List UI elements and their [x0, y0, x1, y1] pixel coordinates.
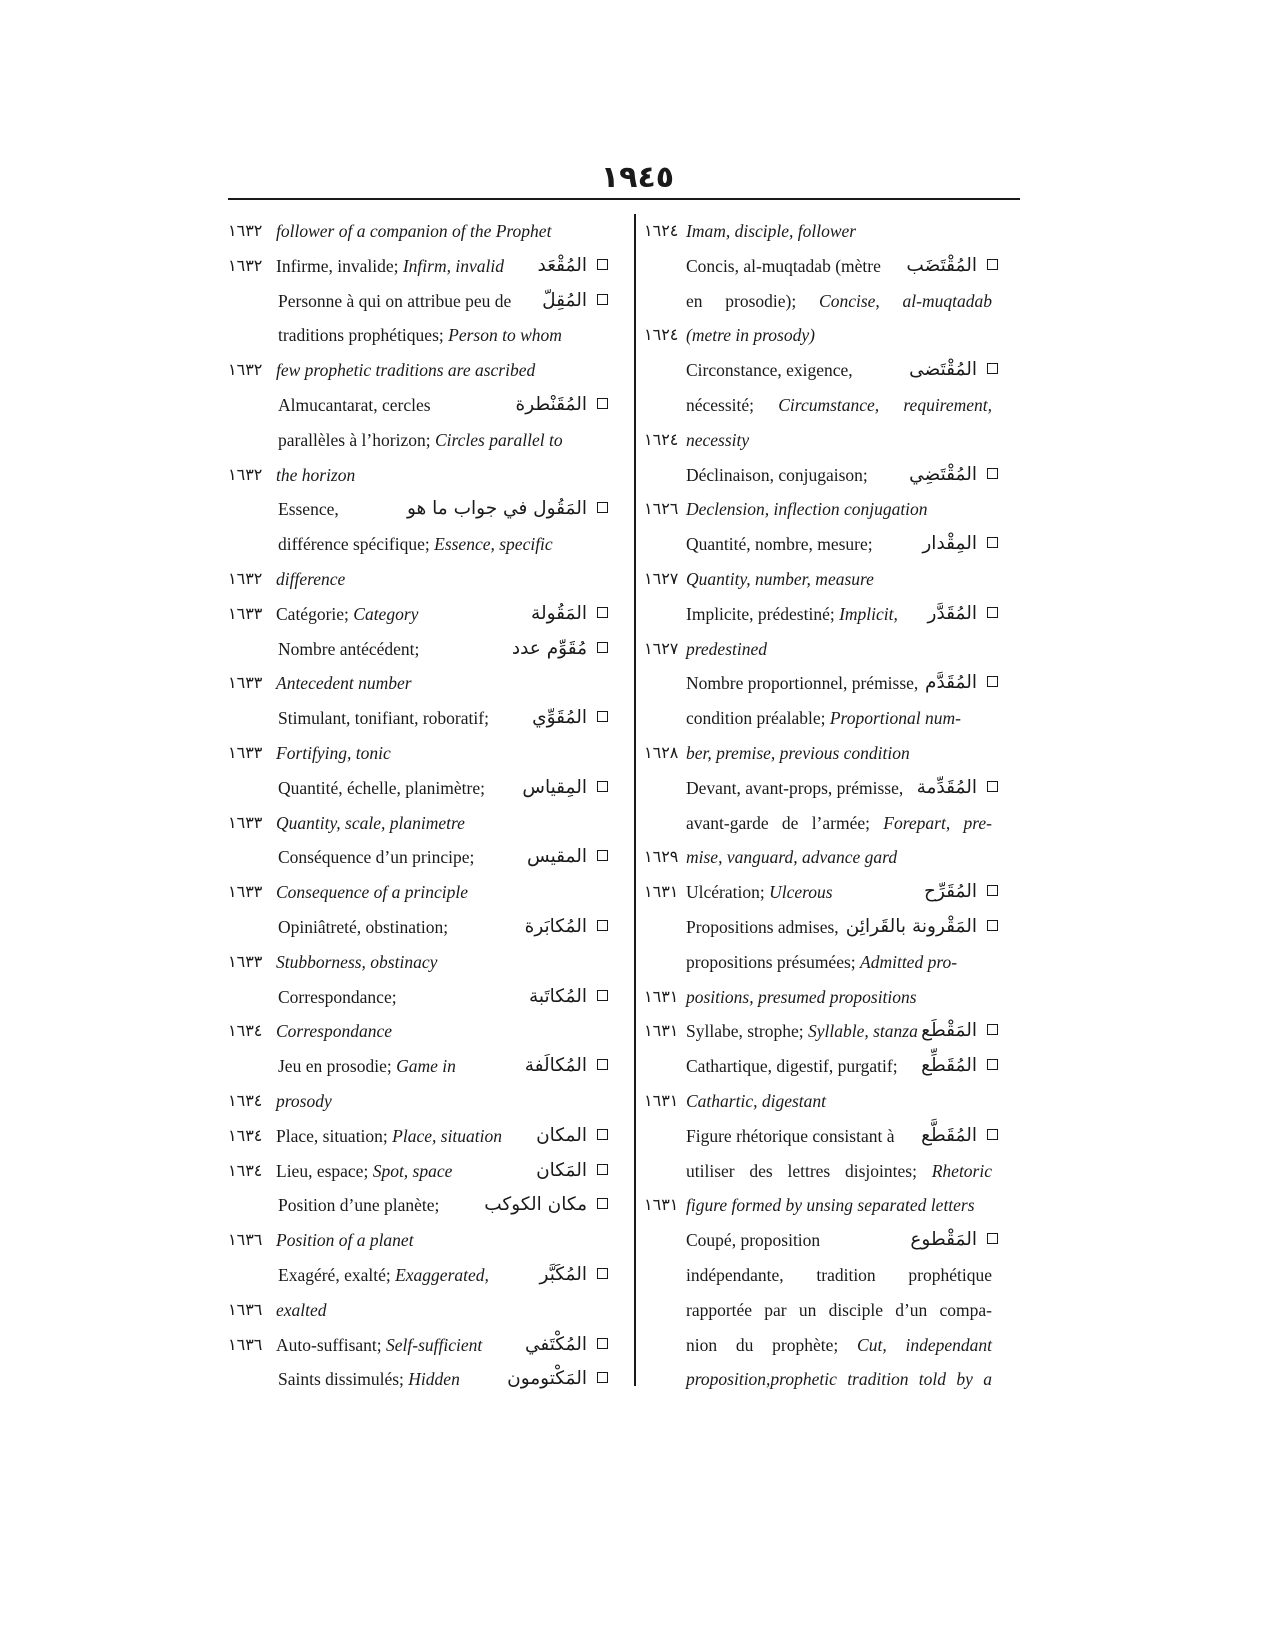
entry-line — [644, 214, 1028, 249]
arabic-headword — [507, 1362, 608, 1397]
reference-number: ١٦٣٤ — [228, 1021, 263, 1041]
entry-line — [228, 771, 626, 806]
entry-line — [644, 318, 1028, 353]
arabic-headword — [542, 284, 608, 319]
reference-number: ١٦٢٩ — [644, 847, 679, 867]
definition-text: Place, situation; Place, situation — [276, 1125, 503, 1146]
entry-line — [228, 980, 626, 1015]
entry-bullet-icon — [597, 1129, 608, 1140]
entry-bullet-icon — [597, 607, 608, 618]
reference-number: ١٦٢٧ — [644, 568, 679, 588]
reference-number: ١٦٣٦ — [228, 1299, 263, 1319]
entry-bullet-icon — [987, 676, 998, 687]
reference-number: ١٦٣٤ — [228, 1125, 263, 1145]
definition-text: Essence, — [278, 499, 339, 520]
entry-line — [644, 1084, 1028, 1119]
entry-line — [644, 597, 1028, 632]
reference-number: ١٦٣٦ — [228, 1230, 263, 1250]
definition-text: avant-garde de l’armée; Forepart, pre- — [686, 812, 992, 833]
definition-text: follower of a companion of the Prophet — [276, 221, 552, 241]
arabic-term: المُقِلّ — [542, 289, 587, 311]
reference-number: ١٦٣٣ — [228, 742, 263, 762]
arabic-term: المُقْتَضى — [909, 359, 977, 381]
arabic-headword — [922, 527, 998, 562]
entry-line — [228, 910, 626, 945]
definition-text: necessity — [686, 429, 750, 450]
arabic-term: المُقَدَّم — [925, 672, 977, 694]
definition-text: Jeu en prosodie; Game in — [278, 1056, 456, 1077]
entry-line — [644, 388, 1028, 423]
definition-text: predestined — [686, 638, 767, 659]
definition-text: Nombre proportionnel, prémisse, — [686, 673, 919, 694]
entry-line — [228, 840, 626, 875]
definition-text: Conséquence d’un principe; — [278, 847, 475, 868]
definition-text: Figure rhétorique consistant à — [686, 1125, 895, 1146]
arabic-term: المُقَرِّح — [924, 881, 977, 903]
definition-text: Opiniâtreté, obstination; — [278, 916, 449, 937]
arabic-headword — [512, 632, 608, 667]
definition-text: Infirme, invalide; Infirm, invalid — [276, 255, 504, 276]
entry-line — [644, 562, 1028, 597]
entry-bullet-icon — [597, 990, 608, 1001]
entry-line — [228, 492, 626, 527]
entry-bullet-icon — [597, 1198, 608, 1209]
arabic-headword — [522, 771, 608, 806]
definition-text: prosody — [276, 1090, 332, 1111]
arabic-headword — [525, 1049, 608, 1084]
definition-text: Correspondance; — [278, 986, 397, 1007]
definition-text: condition préalable; Proportional num- — [686, 708, 961, 729]
entry-line — [228, 1119, 626, 1154]
definition-text: positions, presumed propositions — [686, 986, 917, 1007]
arabic-term: المُقَطَّع — [921, 1124, 977, 1146]
entry-line — [644, 910, 1028, 945]
definition-text: Syllabe, strophe; Syllable, stanza — [686, 1021, 918, 1042]
arabic-headword — [906, 249, 998, 284]
entry-line — [644, 945, 1028, 980]
entry-line — [228, 284, 626, 319]
entry-line — [228, 527, 626, 562]
right-column — [644, 214, 1028, 1397]
entry-line — [228, 1223, 626, 1258]
entry-line — [228, 353, 626, 388]
arabic-term: المُكْتَفي — [524, 1333, 587, 1355]
definition-text: mise, vanguard, advance gard — [686, 847, 898, 868]
entry-line — [644, 1154, 1028, 1189]
reference-number: ١٦٣٢ — [228, 568, 263, 588]
definition-text: difference — [276, 568, 346, 589]
entry-bullet-icon — [987, 607, 998, 618]
arabic-headword — [525, 1328, 608, 1363]
entry-line — [644, 1188, 1028, 1223]
arabic-term: المُكالَفة — [524, 1055, 587, 1077]
arabic-headword — [921, 1014, 998, 1049]
definition-text: Quantity, scale, planimetre — [276, 812, 465, 833]
arabic-term: المُقْعَد — [537, 254, 587, 276]
definition-text: Fortifying, tonic — [276, 742, 391, 763]
arabic-term: المُكابَرة — [524, 915, 587, 937]
definition-text: Ulcération; Ulcerous — [686, 882, 833, 903]
arabic-headword — [484, 1188, 608, 1223]
entry-line — [644, 840, 1028, 875]
definition-text: Catégorie; Category — [276, 603, 419, 624]
entry-line — [228, 806, 626, 841]
definition-text: few prophetic traditions are ascribed — [276, 360, 536, 381]
entry-bullet-icon — [597, 259, 608, 270]
definition-text: nion du prophète; Cut, independant — [686, 1334, 992, 1355]
left-column — [228, 214, 626, 1397]
entry-line — [228, 1154, 626, 1189]
reference-number: ١٦٣١ — [644, 1195, 679, 1215]
entry-line — [644, 1328, 1028, 1363]
arabic-headword — [924, 875, 998, 910]
arabic-term: المُقْتَضِي — [909, 463, 977, 485]
reference-number: ١٦٣١ — [644, 882, 679, 902]
definition-text: Saints dissimulés; Hidden — [278, 1369, 460, 1390]
definition-text: Quantity, number, measure — [686, 568, 874, 589]
entry-line — [644, 458, 1028, 493]
arabic-term: المُقَطِّع — [921, 1055, 977, 1077]
entry-line — [228, 388, 626, 423]
entry-line — [228, 423, 626, 458]
arabic-term: المَقُولة — [531, 602, 587, 624]
header-rule — [228, 198, 1020, 200]
entry-line — [228, 318, 626, 353]
arabic-term: المُقَنْطرة — [515, 393, 587, 415]
definition-text: traditions prophétiques; Person to whom — [278, 325, 562, 346]
entry-line — [644, 353, 1028, 388]
entry-bullet-icon — [597, 502, 608, 513]
entry-bullet-icon — [987, 1024, 998, 1035]
reference-number: ١٦٢٧ — [644, 638, 679, 658]
arabic-headword — [407, 492, 608, 527]
entry-line — [644, 492, 1028, 527]
entry-line — [228, 945, 626, 980]
definition-text: Stimulant, tonifiant, roboratif; — [278, 708, 489, 729]
entry-line — [644, 1258, 1028, 1293]
entry-bullet-icon — [597, 398, 608, 409]
reference-number: ١٦٣٣ — [228, 882, 263, 902]
definition-text: Cathartic, digestant — [686, 1090, 826, 1111]
arabic-headword — [928, 597, 998, 632]
arabic-headword — [525, 910, 608, 945]
reference-number: ١٦٢٤ — [644, 325, 679, 345]
arabic-term: المَقْرونة بالقَرائِن — [845, 915, 977, 937]
definition-text: Nombre antécédent; — [278, 638, 420, 659]
reference-number: ١٦٢٤ — [644, 221, 679, 240]
definition-text: différence spécifique; Essence, specific — [278, 534, 553, 555]
entry-bullet-icon — [987, 781, 998, 792]
reference-number: ١٦٢٤ — [644, 429, 679, 449]
entry-line — [644, 284, 1028, 319]
definition-text: Antecedent number — [276, 673, 412, 694]
arabic-term: مكان الكوكب — [484, 1194, 587, 1216]
entry-line — [644, 701, 1028, 736]
entry-line — [228, 562, 626, 597]
reference-number: ١٦٣٦ — [228, 1334, 263, 1354]
entry-line — [644, 666, 1028, 701]
arabic-headword — [846, 910, 998, 945]
definition-text: Circonstance, exigence, — [686, 360, 853, 381]
reference-number: ١٦٣١ — [644, 986, 679, 1006]
definition-text: the horizon — [276, 464, 356, 485]
arabic-headword — [532, 701, 608, 736]
arabic-headword — [909, 353, 998, 388]
entry-line — [644, 1049, 1028, 1084]
arabic-headword — [921, 1049, 998, 1084]
entry-line — [228, 597, 626, 632]
entry-line — [228, 1328, 626, 1363]
arabic-term: المِقياس — [522, 776, 587, 798]
definition-text: Personne à qui on attribue peu de — [278, 290, 512, 311]
definition-text: Quantité, nombre, mesure; — [686, 534, 873, 555]
arabic-term: المقيس — [527, 846, 587, 868]
arabic-headword — [540, 1258, 608, 1293]
reference-number: ١٦٣٢ — [228, 221, 263, 240]
definition-text: Déclinaison, conjugaison; — [686, 464, 868, 485]
arabic-term: المُقَدَّر — [927, 602, 977, 624]
arabic-term: المُكَبَّر — [539, 1263, 587, 1285]
entry-bullet-icon — [987, 885, 998, 896]
definition-text: parallèles à l’horizon; Circles parallel to — [278, 429, 563, 450]
definition-text: Implicite, prédestiné; Implicit, — [686, 603, 898, 624]
arabic-headword — [529, 980, 608, 1015]
entry-bullet-icon — [987, 537, 998, 548]
entry-line — [228, 1258, 626, 1293]
reference-number: ١٦٣٣ — [228, 673, 263, 693]
definition-text: Concis, al-muqtadab (mètre — [686, 255, 881, 276]
definition-text: Propositions admises, — [686, 916, 839, 937]
reference-number: ١٦٣٣ — [228, 951, 263, 971]
entry-line — [228, 1362, 626, 1397]
definition-text: rapportée par un disciple d’un compa- — [686, 1299, 992, 1320]
definition-text: Devant, avant-props, prémisse, — [686, 777, 904, 798]
arabic-term: المِقْدار — [922, 533, 977, 555]
reference-number: ١٦٣٣ — [228, 603, 263, 623]
definition-text: Stubborness, obstinacy — [276, 951, 438, 972]
entry-bullet-icon — [987, 920, 998, 931]
entry-line — [644, 1362, 1028, 1397]
entry-line — [228, 214, 626, 249]
reference-number: ١٦٢٦ — [644, 499, 679, 519]
entry-bullet-icon — [987, 1129, 998, 1140]
definition-text: Consequence of a principle — [276, 882, 468, 903]
definition-text: Lieu, espace; Spot, space — [276, 1160, 453, 1181]
entry-line — [644, 980, 1028, 1015]
arabic-term: المَقُول في جواب ما هو — [406, 498, 587, 520]
entry-bullet-icon — [597, 1338, 608, 1349]
arabic-headword — [917, 771, 998, 806]
definition-text: (metre in prosody) — [686, 325, 815, 346]
entry-bullet-icon — [597, 711, 608, 722]
entry-line — [228, 458, 626, 493]
entry-line — [644, 249, 1028, 284]
arabic-term: المَكان — [536, 1159, 587, 1181]
entry-bullet-icon — [987, 1059, 998, 1070]
entry-line — [228, 701, 626, 736]
entry-bullet-icon — [597, 1059, 608, 1070]
entry-line — [644, 771, 1028, 806]
reference-number: ١٦٣٣ — [228, 812, 263, 832]
arabic-term: المكان — [536, 1124, 587, 1146]
definition-text: exalted — [276, 1299, 327, 1320]
entry-bullet-icon — [597, 294, 608, 305]
reference-number: ١٦٣٤ — [228, 1090, 263, 1110]
entry-line — [228, 666, 626, 701]
arabic-headword — [516, 388, 609, 423]
reference-number: ١٦٣١ — [644, 1021, 679, 1041]
arabic-term: المَقْطَع — [921, 1020, 977, 1042]
reference-number: ١٦٣١ — [644, 1090, 679, 1110]
reference-number: ١٦٢٨ — [644, 742, 679, 762]
entry-line — [228, 1014, 626, 1049]
arabic-headword — [531, 597, 608, 632]
entry-bullet-icon — [597, 642, 608, 653]
definition-text: nécessité; Circumstance, requirement, — [686, 394, 993, 415]
definition-text: Imam, disciple, follower — [686, 221, 857, 241]
entry-line — [644, 736, 1028, 771]
arabic-headword — [910, 1223, 998, 1258]
reference-number: ١٦٣٢ — [228, 464, 263, 484]
arabic-headword — [536, 1119, 608, 1154]
entry-bullet-icon — [987, 468, 998, 479]
page-number: ١٩٤٥ — [600, 160, 675, 195]
definition-text: utiliser des lettres disjointes; Rhetoric — [686, 1160, 992, 1181]
entry-line — [228, 249, 626, 284]
entry-line — [228, 1188, 626, 1223]
definition-text: propositions présumées; Admitted pro- — [686, 951, 958, 972]
definition-text: Correspondance — [276, 1021, 393, 1042]
definition-text: ber, premise, previous condition — [686, 742, 910, 763]
entry-line — [644, 527, 1028, 562]
arabic-term: المُكاتَبة — [529, 985, 587, 1007]
entry-line — [644, 875, 1028, 910]
entry-line — [644, 806, 1028, 841]
arabic-headword — [921, 1119, 998, 1154]
definition-text: Coupé, proposition — [686, 1230, 821, 1251]
entry-bullet-icon — [597, 1372, 608, 1383]
definition-text: Position d’une planète; — [278, 1195, 440, 1216]
arabic-headword — [925, 666, 998, 701]
entry-bullet-icon — [987, 363, 998, 374]
entry-line — [644, 423, 1028, 458]
entry-line — [228, 1049, 626, 1084]
definition-text: en prosodie); Concise, al-muqtadab — [686, 290, 992, 311]
definition-text: figure formed by unsing separated letters — [686, 1195, 975, 1216]
arabic-headword — [527, 840, 608, 875]
arabic-headword — [536, 1154, 608, 1189]
entry-bullet-icon — [987, 1233, 998, 1244]
column-divider — [634, 214, 636, 1386]
entry-bullet-icon — [597, 1164, 608, 1175]
entry-line — [228, 1084, 626, 1119]
arabic-headword — [538, 249, 608, 284]
entry-bullet-icon — [597, 920, 608, 931]
entry-line — [228, 632, 626, 667]
definition-text: Cathartique, digestif, purgatif; — [686, 1056, 898, 1077]
arabic-term: المُقْتَضَب — [906, 254, 977, 276]
definition-text: Position of a planet — [276, 1230, 414, 1251]
entry-line — [228, 736, 626, 771]
entry-line — [644, 1014, 1028, 1049]
entry-bullet-icon — [597, 850, 608, 861]
arabic-term: المُقَوِّي — [532, 707, 587, 729]
definition-text: Auto-suffisant; Self-sufficient — [276, 1334, 483, 1355]
arabic-term: المَكْتومون — [507, 1368, 587, 1390]
entry-line — [644, 1223, 1028, 1258]
entry-bullet-icon — [597, 1268, 608, 1279]
entry-line — [228, 1293, 626, 1328]
entry-line — [644, 1119, 1028, 1154]
entry-bullet-icon — [987, 259, 998, 270]
arabic-headword — [909, 458, 998, 493]
definition-text: indépendante, tradition prophétique — [686, 1264, 992, 1285]
arabic-term: مُقَوِّم عدد — [511, 637, 587, 659]
definition-text: Declension, inflection conjugation — [686, 499, 928, 520]
reference-number: ١٦٣٤ — [228, 1160, 263, 1180]
arabic-term: المَقْطوع — [910, 1229, 977, 1251]
entry-bullet-icon — [597, 781, 608, 792]
arabic-term: المُقَدِّمة — [916, 776, 977, 798]
definition-text: Quantité, échelle, planimètre; — [278, 777, 485, 798]
reference-number: ١٦٣٢ — [228, 360, 263, 380]
entry-line — [228, 875, 626, 910]
reference-number: ١٦٣٢ — [228, 255, 263, 275]
entry-line — [644, 632, 1028, 667]
definition-text: proposition,prophetic tradition told by a — [686, 1369, 992, 1390]
definition-text: Exagéré, exalté; Exaggerated, — [278, 1264, 489, 1285]
entry-line — [644, 1293, 1028, 1328]
definition-text: Almucantarat, cercles — [278, 394, 431, 415]
